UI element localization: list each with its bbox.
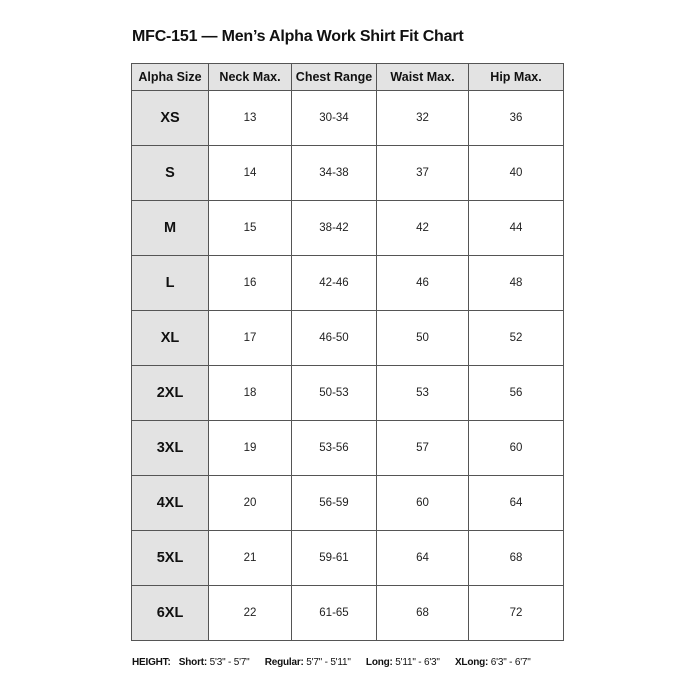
neck-cell: 14 <box>209 146 292 201</box>
table-row <box>132 146 564 201</box>
hip-cell: 64 <box>469 476 564 531</box>
size-cell: S <box>132 146 209 201</box>
neck-cell: 18 <box>209 366 292 421</box>
long-label: Long: <box>365 657 393 668</box>
height-legend <box>132 657 531 668</box>
waist-cell: 42 <box>377 201 469 256</box>
table-row <box>132 531 564 586</box>
header-alpha-size: Alpha Size <box>132 64 209 91</box>
hip-cell: 60 <box>469 421 564 476</box>
chest-cell: 53-56 <box>292 421 377 476</box>
table-row <box>132 311 564 366</box>
size-cell: 6XL <box>132 586 209 641</box>
size-chart-table <box>131 63 564 641</box>
table-row <box>132 476 564 531</box>
size-cell: XL <box>132 311 209 366</box>
table-row <box>132 91 564 146</box>
waist-cell: 50 <box>377 311 469 366</box>
neck-cell: 15 <box>209 201 292 256</box>
header-neck-max: Neck Max. <box>209 64 292 91</box>
hip-cell: 68 <box>469 531 564 586</box>
size-cell: 3XL <box>132 421 209 476</box>
hip-cell: 44 <box>469 201 564 256</box>
waist-cell: 68 <box>377 586 469 641</box>
header-chest-range: Chest Range <box>292 64 377 91</box>
chest-cell: 30-34 <box>292 91 377 146</box>
short-value: 5'3" - 5'7" <box>209 657 250 668</box>
neck-cell: 21 <box>209 531 292 586</box>
xlong-label: XLong: <box>454 657 489 668</box>
header-hip-max: Hip Max. <box>469 64 564 91</box>
regular-label: Regular: <box>264 657 304 668</box>
neck-cell: 19 <box>209 421 292 476</box>
size-cell: M <box>132 201 209 256</box>
hip-cell: 40 <box>469 146 564 201</box>
waist-cell: 46 <box>377 256 469 311</box>
hip-cell: 36 <box>469 91 564 146</box>
chest-cell: 34-38 <box>292 146 377 201</box>
size-cell: XS <box>132 91 209 146</box>
chest-cell: 50-53 <box>292 366 377 421</box>
size-cell: 2XL <box>132 366 209 421</box>
waist-cell: 60 <box>377 476 469 531</box>
table-row <box>132 366 564 421</box>
hip-cell: 48 <box>469 256 564 311</box>
size-cell: 5XL <box>132 531 209 586</box>
waist-cell: 32 <box>377 91 469 146</box>
hip-cell: 52 <box>469 311 564 366</box>
short-label: Short: <box>178 657 208 668</box>
table-header-row <box>132 64 564 91</box>
neck-cell: 17 <box>209 311 292 366</box>
neck-cell: 22 <box>209 586 292 641</box>
size-cell: 4XL <box>132 476 209 531</box>
chest-cell: 38-42 <box>292 201 377 256</box>
xlong-value: 6'3" - 6'7" <box>490 657 531 668</box>
page-title: MFC-151 — Men’s Alpha Work Shirt Fit Chart <box>132 28 464 45</box>
chest-cell: 46-50 <box>292 311 377 366</box>
waist-cell: 37 <box>377 146 469 201</box>
table-row <box>132 201 564 256</box>
chest-cell: 59-61 <box>292 531 377 586</box>
table-row <box>132 586 564 641</box>
table-row <box>132 421 564 476</box>
size-cell: L <box>132 256 209 311</box>
chest-cell: 56-59 <box>292 476 377 531</box>
hip-cell: 72 <box>469 586 564 641</box>
waist-cell: 64 <box>377 531 469 586</box>
neck-cell: 16 <box>209 256 292 311</box>
neck-cell: 20 <box>209 476 292 531</box>
regular-value: 5'7" - 5'11" <box>306 657 351 668</box>
height-label: HEIGHT: <box>132 657 171 668</box>
waist-cell: 53 <box>377 366 469 421</box>
waist-cell: 57 <box>377 421 469 476</box>
long-value: 5'11" - 6'3" <box>395 657 440 668</box>
chest-cell: 61-65 <box>292 586 377 641</box>
chest-cell: 42-46 <box>292 256 377 311</box>
table-row <box>132 256 564 311</box>
hip-cell: 56 <box>469 366 564 421</box>
neck-cell: 13 <box>209 91 292 146</box>
header-waist-max: Waist Max. <box>377 64 469 91</box>
